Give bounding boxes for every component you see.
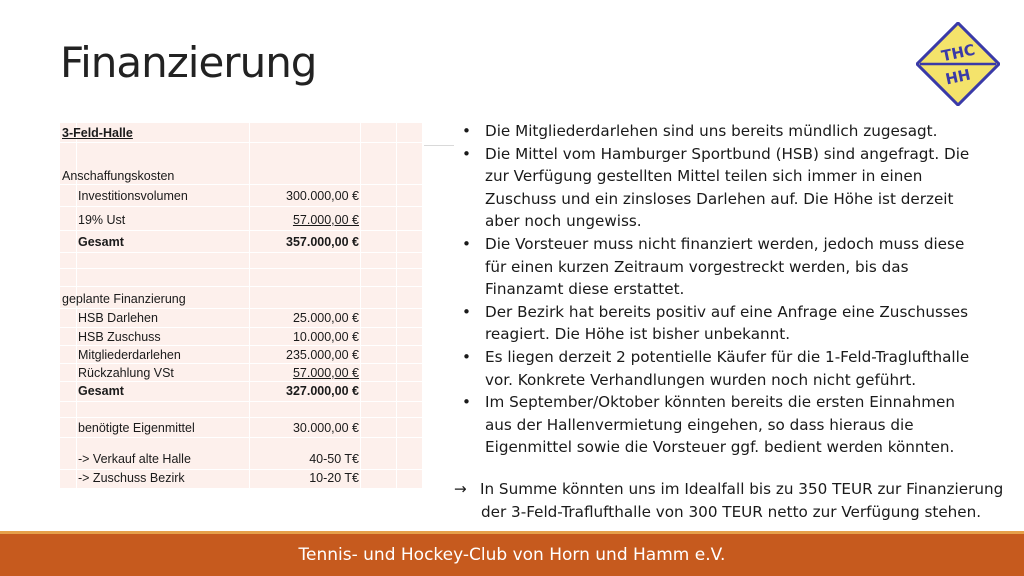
- bullet-item: [460, 143, 1000, 233]
- bullet-icon: •: [462, 347, 471, 366]
- hsb-loan-value: 25.000,00 €: [292, 311, 359, 325]
- hsb-grant-value: 10.000,00 €: [292, 330, 359, 344]
- bullet-line: vor. Konkrete Verhandlungen wurden noch nicht geführt.: [485, 370, 917, 389]
- table-heading: 3-Feld-Halle: [62, 126, 133, 140]
- summary-text: [454, 478, 1003, 523]
- bullet-icon: •: [462, 144, 471, 163]
- acquisition-costs-label: Anschaffungskosten: [62, 169, 175, 183]
- district-grant-label: -> Zuschuss Bezirk: [78, 471, 185, 485]
- bullet-line: Die Mittel vom Hamburger Sportbund (HSB) sind angefragt. Die: [485, 144, 970, 163]
- vat-refund-label: Rückzahlung VSt: [78, 366, 174, 380]
- district-grant-value: 10-20 T€: [309, 471, 359, 485]
- bullet-icon: •: [462, 393, 471, 412]
- bullet-line: für einen kurzen Zeitraum vorgestreckt werden, bis das: [485, 257, 909, 276]
- vat-label: 19% Ust: [78, 213, 126, 227]
- bullet-icon: •: [462, 234, 471, 253]
- total-cost-value: 357.000,00 €: [286, 235, 359, 249]
- logo-bottom-text: HH: [943, 65, 973, 89]
- logo-top-text: THC: [939, 40, 977, 66]
- own-funds-value: 30.000,00 €: [292, 421, 359, 435]
- footer-bar: Tennis- und Hockey-Club von Horn und Hamm e.V.: [0, 534, 1024, 576]
- financing-table: [60, 122, 422, 488]
- bullet-line: aus der Hallenvermietung eingehen, so dass hieraus die: [485, 415, 914, 434]
- bullet-item: [460, 233, 1000, 301]
- bullet-icon: •: [462, 122, 471, 140]
- planned-financing-label: geplante Finanzierung: [62, 292, 186, 306]
- total-cost-label: Gesamt: [78, 235, 124, 249]
- bullet-item: [460, 391, 1000, 459]
- connector-line: [424, 145, 454, 146]
- total-financing-label: Gesamt: [78, 384, 124, 398]
- summary-line-1: In Summe könnten uns im Idealfall bis zu 350 TEUR zur Finanzierung: [480, 480, 1004, 498]
- arrow-right-icon: →: [454, 480, 467, 498]
- summary-line-2: der 3-Feld-Traflufthalle von 300 TEUR netto zur Verfügung stehen.: [481, 502, 982, 521]
- bullet-line: Finanzamt diese erstattet.: [485, 280, 685, 299]
- bullet-line: Im September/Oktober könnten bereits die ersten Einnahmen: [485, 393, 955, 412]
- bullet-line: Die Vorsteuer muss nicht finanziert werden, jedoch muss diese: [485, 234, 965, 253]
- bullet-line: Zuschuss und ein zinsloses Darlehen auf. Die Höhe ist derzeit: [485, 189, 954, 208]
- bullet-list: [460, 120, 1000, 459]
- investment-volume-value: 300.000,00 €: [286, 189, 359, 203]
- sale-old-hall-value: 40-50 T€: [309, 452, 359, 466]
- vat-refund-value: 57.000,00 €: [292, 366, 359, 380]
- bullet-line: Die Mitgliederdarlehen sind uns bereits mündlich zugesagt.: [485, 122, 938, 140]
- bullet-icon: •: [462, 302, 471, 321]
- hsb-loan-label: HSB Darlehen: [78, 311, 158, 325]
- sale-old-hall-label: -> Verkauf alte Halle: [78, 452, 191, 466]
- bullet-item: [460, 301, 1000, 346]
- bullet-line: Der Bezirk hat bereits positiv auf eine Anfrage eine Zuschusses: [485, 302, 969, 321]
- bullet-line: Eigenmittel sowie die Vorsteuer ggf. bedient werden könnten.: [485, 438, 955, 457]
- hsb-grant-label: HSB Zuschuss: [78, 330, 161, 344]
- member-loans-value: 235.000,00 €: [286, 348, 359, 362]
- bullet-item: [460, 120, 1000, 143]
- total-financing-value: 327.000,00 €: [286, 384, 359, 398]
- bullet-item: [460, 346, 1000, 391]
- bullet-line: Es liegen derzeit 2 potentielle Käufer für die 1-Feld-Traglufthalle: [485, 347, 970, 366]
- bullet-line: zur Verfügung gestellten Mittel teilen sich immer in einen: [485, 167, 923, 186]
- own-funds-label: benötigte Eigenmittel: [78, 421, 195, 435]
- slide-title: Finanzierung: [60, 38, 317, 87]
- bullet-line: aber noch ungewiss.: [485, 212, 642, 231]
- bullet-line: reagiert. Die Höhe ist bisher unbekannt.: [485, 325, 791, 344]
- club-logo: [916, 22, 1000, 106]
- investment-volume-label: Investitionsvolumen: [78, 189, 188, 203]
- member-loans-label: Mitgliederdarlehen: [78, 348, 181, 362]
- vat-value: 57.000,00 €: [292, 213, 359, 227]
